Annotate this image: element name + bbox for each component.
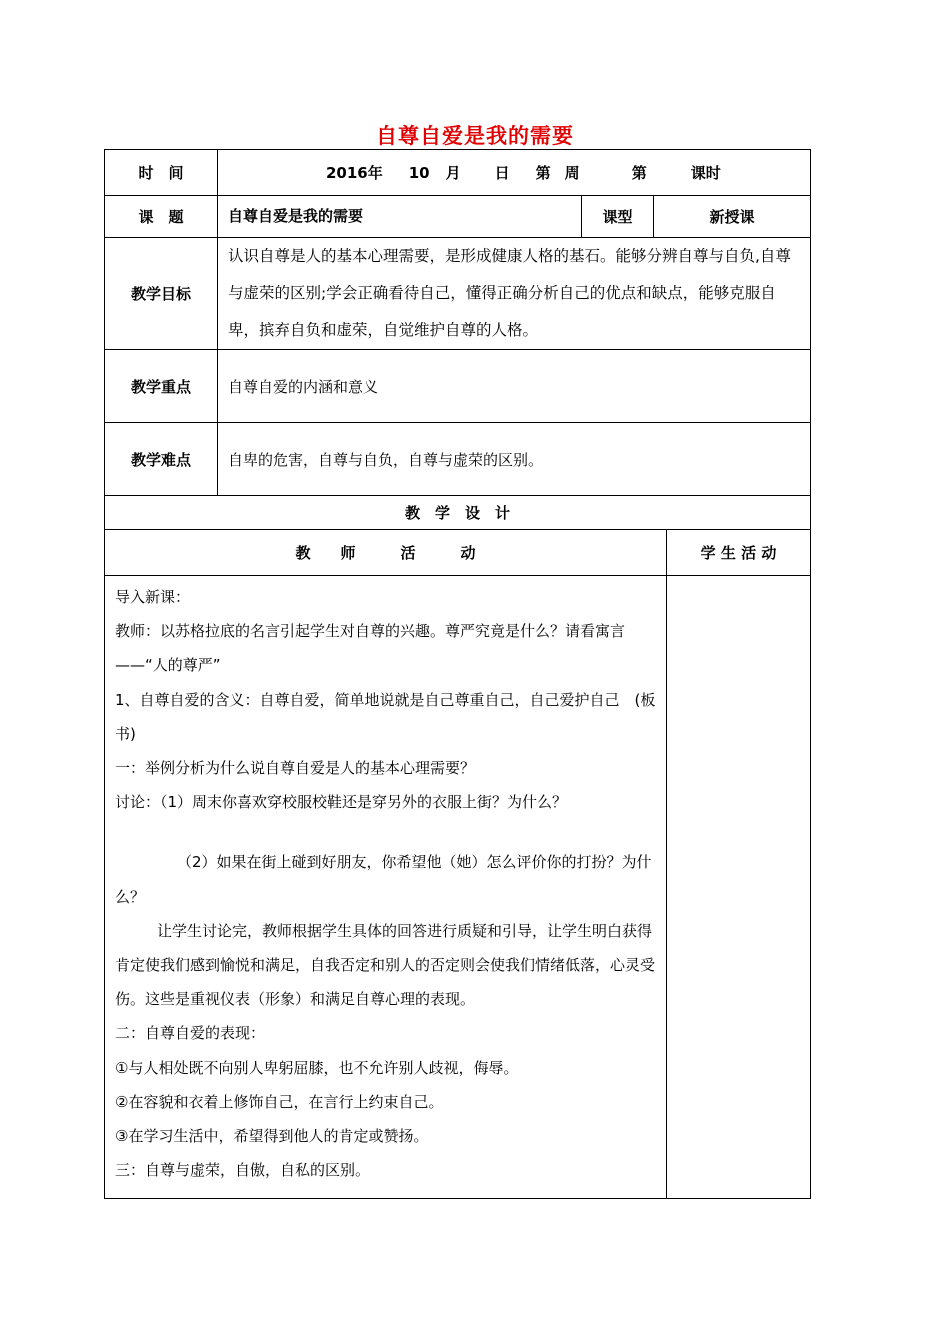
document-title: 自尊自爱是我的需要 [376,124,574,148]
teacher-activity-content [105,576,667,1199]
difficulty-row [105,423,811,496]
topic-label: 课 题 [105,196,218,238]
time-period-suffix: 课时 [690,164,721,182]
design-header-row [105,496,811,530]
intro-line: 导入新课： [115,588,191,606]
activity-content-row [105,576,811,1199]
section-2: 二：自尊自爱的表现： [115,1024,266,1043]
topic-value: 自尊自爱是我的需要 [218,196,582,238]
design-header: 教 学 设 计 [105,496,811,530]
time-month-value: 10 [408,164,430,182]
time-label: 时 间 [105,150,218,196]
student-activity-header: 学 生 活 动 [667,530,811,576]
focus-text: 自尊自爱的内涵和意义 [218,350,811,423]
topic-row [105,196,811,238]
type-label: 课型 [582,196,654,238]
difficulty-label: 教学难点 [105,423,218,496]
time-value [218,150,811,196]
section-3: 三：自尊与虚荣，自傲，自私的区别。 [115,1161,371,1180]
time-row [105,150,811,196]
time-week-prefix: 第 [535,164,551,182]
section-1: 一：举例分析为什么说自尊自爱是人的基本心理需要？ [115,759,476,778]
teacher-line: 教师：以苏格拉底的名言引起学生对自尊的兴趣。尊严究竟是什么？请看寓言——“人的尊严” [115,622,626,675]
time-period-prefix: 第 [631,164,647,182]
focus-row [105,350,811,423]
time-year: 2016年 [326,164,383,182]
discussion-2: （2）如果在街上碰到好朋友，你希望他（她）怎么评价你的打扮？为什么？ [115,853,652,906]
point-1: 1、自尊自爱的含义：自尊自爱，简单地说就是自己尊重自己，自己爱护自己 (板书) [115,690,656,743]
goals-text: 认识自尊是人的基本心理需要，是形成健康人格的基石。能够分辨自尊与自负,自尊与虚荣的区别;学会正确看待自己，懂得正确分析自己的优点和缺点，能够克服自卑，摈弃自负和虚荣，自觉维护自尊的人格。 [218,238,811,350]
teacher-activity-header: 教 师 活 动 [105,530,667,576]
time-week-suffix: 周 [564,164,580,182]
lesson-plan-table [104,149,811,1199]
item-2: ②在容貌和衣着上修饰自己，在言行上约束自己。 [115,1092,444,1111]
time-month: 月 [445,164,461,182]
guidance-paragraph: 让学生讨论完，教师根据学生具体的回答进行质疑和引导，让学生明白获得肯定使我们感到愉悦和满足，自我否定和别人的否定则会使我们情绪低落，心灵受伤。这些是重视仪表（形象）和满足自尊心理的表现。 [115,921,656,1009]
time-day: 日 [494,164,510,182]
student-activity-content [667,576,811,1199]
difficulty-text: 自卑的危害，自尊与自负，自尊与虚荣的区别。 [218,423,811,496]
discussion-1: 讨论：（1）周末你喜欢穿校服校鞋还是穿另外的衣服上街？为什么？ [115,793,568,812]
item-3: ③在学习生活中，希望得到他人的肯定或赞扬。 [115,1127,429,1146]
goals-row [105,238,811,350]
focus-label: 教学重点 [105,350,218,423]
item-1: ①与人相处既不向别人卑躬屈膝，也不允许别人歧视，侮辱。 [115,1058,519,1077]
type-value: 新授课 [654,196,811,238]
activity-header-row [105,530,811,576]
goals-label: 教学目标 [105,238,218,350]
